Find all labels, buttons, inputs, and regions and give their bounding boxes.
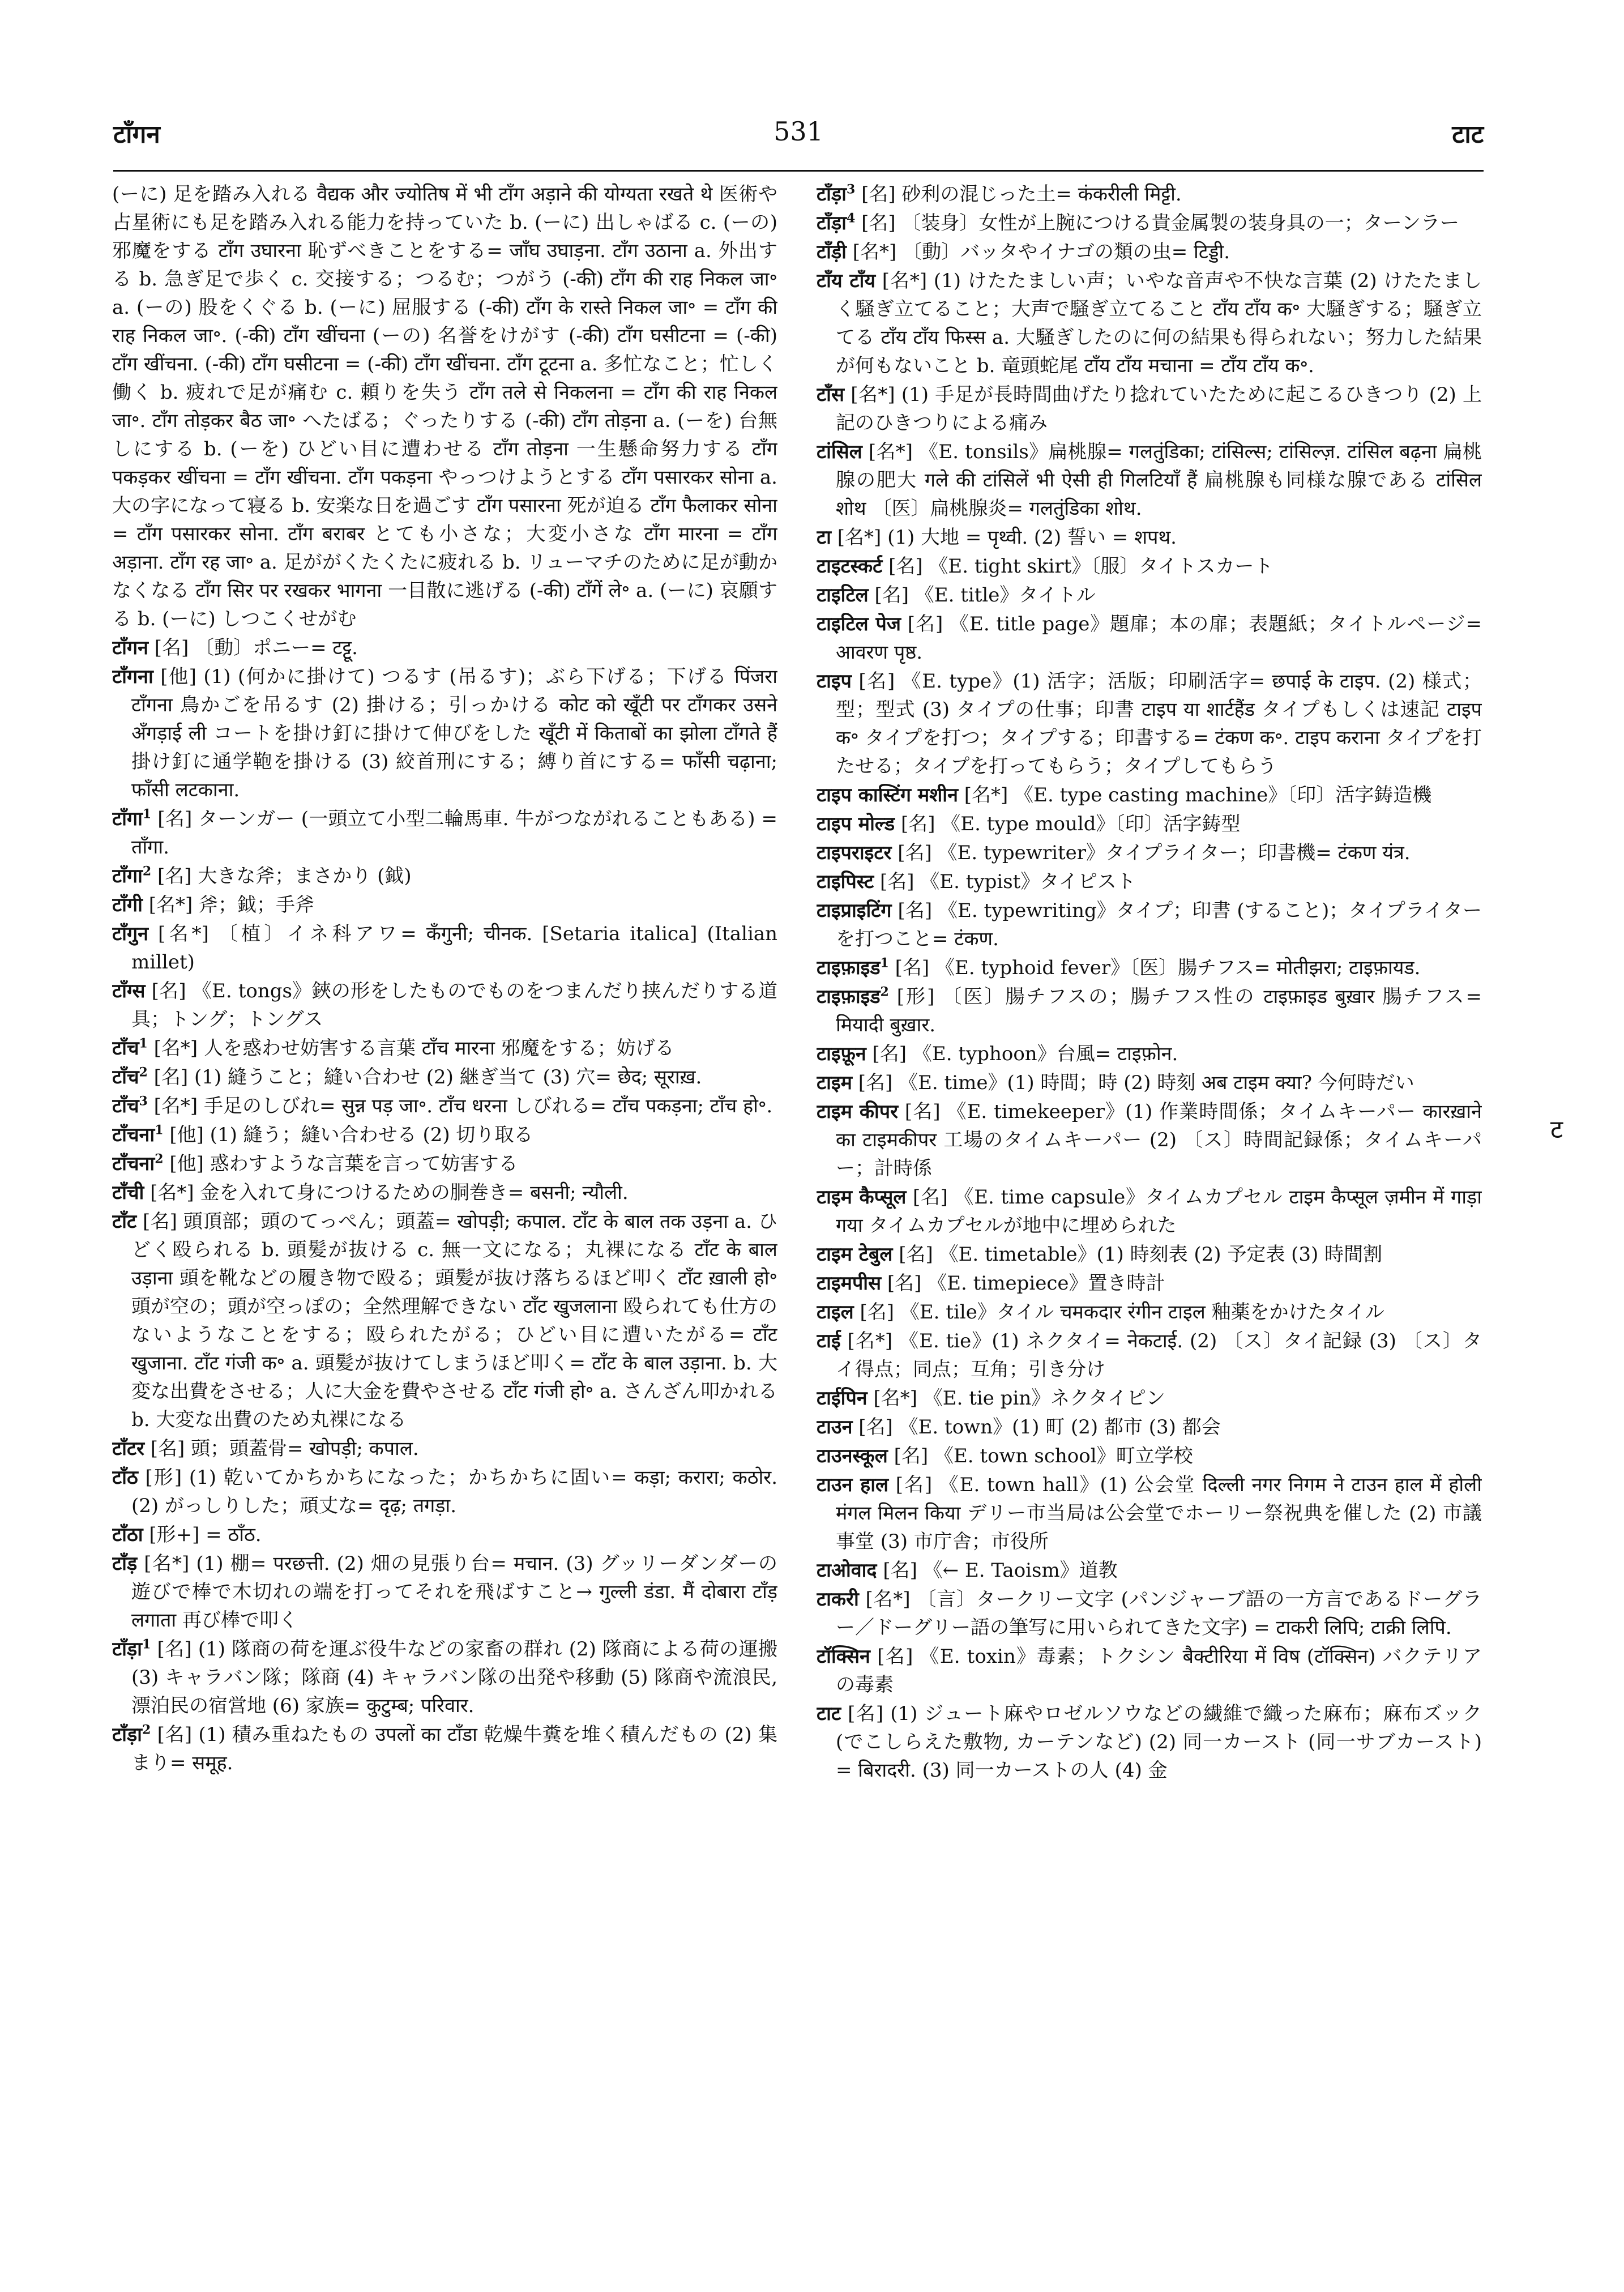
dictionary-entry bbox=[112, 1521, 777, 1549]
entry-definition: [名] ターンガー (一頭立て小型二輪馬車. 牛がつながれることもある) = ताँगा. bbox=[131, 808, 777, 859]
entry-headword: टाइपराइटर bbox=[817, 842, 892, 864]
dictionary-entry bbox=[817, 523, 1482, 552]
dictionary-entry bbox=[817, 1585, 1482, 1642]
entry-headword: टाँगा bbox=[112, 865, 143, 887]
entry-definition: [名] 頭頂部；頭のてっぺん；頭蓋= खोपड़ी; कपाल. टाँट के बाल तक उड़ना a. ひどく殴られる b. 頭髪が抜ける c. 無一文になる；丸裸になる टाँट के बाल उड़ाना 頭を靴などの履き物で殴る；頭髪が抜け落ちるほど叩く टाँट ख़ाली हो॰ 頭が空の；頭が空っぽの；全然理解できない टाँट खुजलाना 殴られても仕方のないようなことをする；殴られたがる；ひどい目に遭いたがる= टाँट खुजाना. टाँट गंजी क॰ a. 頭髪が抜けてしまうほど叩く= टाँट के बाल उड़ाना. b. 大変な出費をさせる；人に大金を費やさせる टाँट गंजी हो॰ a. さんざん叩かれる b. 大変な出費のため丸裸になる bbox=[131, 1210, 777, 1431]
homonym-number: 1 bbox=[155, 1122, 164, 1138]
entry-headword: टाँग्स bbox=[112, 980, 146, 1002]
dictionary-entry bbox=[817, 1442, 1482, 1470]
entry-headword: टाँट bbox=[112, 1210, 137, 1233]
dictionary-entry bbox=[817, 839, 1482, 867]
entry-headword: टाँड़ा bbox=[112, 1723, 142, 1746]
dictionary-entry bbox=[112, 1034, 777, 1062]
entry-headword: टॉक्सिन bbox=[817, 1645, 870, 1668]
entry-headword: टाँठा bbox=[112, 1523, 143, 1546]
entry-definition: [名*] 〔言〕タークリー文字 (パンジャーブ語の一方言であるドーグラー／ドーグリー語の筆写に用いられてきた文字) = टाकरी लिपि; टाक्री लिपि. bbox=[836, 1588, 1482, 1639]
entry-definition: [他] 惑わすような言葉を言って妨害する bbox=[169, 1153, 518, 1175]
header-first-headword: टाँगन bbox=[113, 120, 160, 149]
entry-headword: टाँय टाँय bbox=[817, 270, 876, 292]
entry-definition: [名] 《E. typist》タイピスト bbox=[879, 870, 1136, 893]
entry-definition: [名] 《E. time》(1) 時間；時 (2) 時刻 अब टाइम क्या? 今何時だい bbox=[858, 1072, 1414, 1094]
homonym-number: 1 bbox=[139, 1036, 148, 1051]
entry-headword: टाइटिल bbox=[817, 584, 869, 607]
homonym-number: 2 bbox=[155, 1151, 164, 1167]
dictionary-entry bbox=[817, 781, 1482, 809]
dictionary-entry bbox=[112, 1063, 777, 1091]
entry-definition: [名] 《E. toxin》毒素；トクシン बैक्टीरिया में विष (टॉक्सिन) バクテリアの毒素 bbox=[836, 1645, 1482, 1696]
dictionary-entry bbox=[817, 180, 1482, 208]
entry-definition: [名] 大きな斧；まさかり (鉞) bbox=[157, 865, 412, 887]
entry-headword: टाइम टेबुल bbox=[817, 1243, 893, 1266]
entry-headword: टाँच bbox=[112, 1066, 139, 1089]
entry-headword: टाँची bbox=[112, 1181, 144, 1204]
entry-definition: [名] (1) 縫うこと；縫い合わせ (2) 継ぎ当て (3) 穴= छेद; सूराख़. bbox=[153, 1066, 702, 1089]
entry-headword: टाँस bbox=[817, 383, 844, 406]
entry-headword: टाइल bbox=[817, 1301, 854, 1324]
entry-headword: टा bbox=[817, 526, 831, 549]
entry-definition: [名] 《E. type mould》〔印〕活字鋳型 bbox=[900, 813, 1241, 835]
dictionary-entry bbox=[112, 1635, 777, 1720]
entry-headword: टाँड़ी bbox=[817, 241, 847, 263]
entry-headword: टाई bbox=[817, 1330, 841, 1352]
page-header bbox=[113, 116, 1484, 156]
homonym-number: 2 bbox=[142, 1722, 151, 1738]
entry-definition: [名*] 〔植〕イネ科アワ= कँगुनी; चीनक. [Setaria italica] (Italian millet) bbox=[131, 923, 777, 974]
dictionary-entry bbox=[112, 1092, 777, 1120]
entry-definition: [名] 《E. typhoon》台風= टाइफ़ोन. bbox=[872, 1043, 1178, 1065]
dictionary-entry bbox=[817, 1327, 1482, 1384]
entry-definition: [名*] 《E. tonsils》扁桃腺= गलतुंडिका; टांसिल्स; टांसिल्ज़. टांसिल बढ़ना 扁桃腺の肥大 गले की टांसिलें भी ऐसी ही गिलटियाँ हैं 扁桃腺も同様な腺である टांसिल शोथ 〔医〕扁桃腺炎= गलतुंडिका शोथ. bbox=[836, 441, 1482, 520]
entry-definition: [名] 《E. timetable》(1) 時刻表 (2) 予定表 (3) 時間割 bbox=[899, 1243, 1383, 1266]
header-last-headword: टाट bbox=[1452, 120, 1484, 149]
dictionary-entry bbox=[112, 1121, 777, 1149]
entry-definition: [名] 《E. time capsule》タイムカプセル टाइम कैप्सूल ज़मीन में गाड़ा गया タイムカプセルが地中に埋められた bbox=[836, 1186, 1482, 1237]
entry-definition: [名] 《E. typewriter》タイプライター；印書機= टंकण यंत्र. bbox=[898, 842, 1411, 864]
dictionary-entry bbox=[817, 209, 1482, 237]
dictionary-entry bbox=[817, 1384, 1482, 1412]
dictionary-entry bbox=[817, 581, 1482, 609]
entry-definition: [名*] 《E. type casting machine》〔印〕活字鋳造機 bbox=[964, 784, 1432, 806]
entry-definition: [名*] 手足のしびれ= सुन्न पड़ जा॰. टाँच धरना しびれる= टाँच पकड़ना; टाँच हो॰. bbox=[153, 1095, 773, 1117]
entry-headword: टाइप bbox=[817, 670, 852, 693]
entry-headword: टाइमपीस bbox=[817, 1272, 882, 1295]
dictionary-entry bbox=[817, 1700, 1482, 1785]
dictionary-entry bbox=[112, 1435, 777, 1463]
header-rule bbox=[113, 170, 1484, 172]
entry-headword: टाइपिस्ट bbox=[817, 870, 874, 893]
entry-definition: [形+] = ठाँठ. bbox=[149, 1523, 262, 1546]
homonym-number: 3 bbox=[846, 182, 856, 197]
entry-definition: [名] 〔装身〕女性が上腕につける貴金属製の装身具の一；ターンラー bbox=[861, 212, 1460, 234]
dictionary-entry bbox=[817, 1183, 1482, 1240]
entry-definition: [名*] 《E. tie pin》ネクタイピン bbox=[873, 1387, 1165, 1410]
entry-definition: [名*] 《E. tie》(1) ネクタイ= नेकटाई. (2) 〔ス〕タイ記録 (3) 〔ス〕タイ得点；同点；互角；引き分け bbox=[836, 1330, 1482, 1381]
entry-definition: [名] 頭；頭蓋骨= खोपड़ी; कपाल. bbox=[150, 1437, 419, 1460]
entry-headword: टाईपिन bbox=[817, 1387, 867, 1410]
dictionary-entry bbox=[817, 238, 1482, 266]
dictionary-entry bbox=[112, 862, 777, 890]
entry-headword: टाइटस्कर्ट bbox=[817, 555, 883, 578]
entry-headword: टाउन हाल bbox=[817, 1474, 889, 1496]
entry-definition: [名] 《E. tile》タイル चमकदार रंगीन टाइल 釉薬をかけたタイル bbox=[860, 1301, 1384, 1324]
entry-headword: टाइप्राइटिंग bbox=[817, 899, 892, 922]
dictionary-entry bbox=[112, 634, 777, 662]
homonym-number: 4 bbox=[846, 211, 856, 226]
thumb-index-letter: ट bbox=[1550, 1115, 1563, 1144]
dictionary-entry bbox=[112, 1179, 777, 1207]
dictionary-entry bbox=[817, 1413, 1482, 1441]
entry-headword: टाँचना bbox=[112, 1124, 155, 1146]
entry-definition: [名] (1) 積み重ねたもの उपलों का टाँडा 乾燥牛糞を堆く積んだもの (2) 集まり= समूह. bbox=[131, 1723, 777, 1774]
homonym-number: 1 bbox=[142, 1637, 151, 1652]
dictionary-entry bbox=[112, 977, 777, 1034]
dictionary-entry bbox=[112, 1463, 777, 1520]
entry-definition: [名*] (1) けたたましい声；いやな音声や不快な言葉 (2) けたたましく騒ぎ立てること；大声で騒ぎ立てること टाँय टाँय क॰ 大騒ぎする；騒ぎ立てる टाँय टाँय फिस्स a. 大騒ぎしたのに何の結果も得られない；努力した結果が何もないこと b. 竜頭蛇尾 टाँय टाँय मचाना = टाँय टाँय क॰. bbox=[836, 270, 1482, 377]
dictionary-entry bbox=[112, 920, 777, 976]
entry-definition: [形] (1) 乾いてかちかちになった；かちかちに固い= कड़ा; करारा; कठोर. (2) がっしりした；頑丈な= दृढ़; तगड़ा. bbox=[131, 1466, 777, 1517]
entry-headword: टाइम bbox=[817, 1072, 852, 1094]
entry-headword: टाइफ़ाइड bbox=[817, 957, 881, 979]
entry-definition: [名] 《E. tight skirt》〔服〕タイトスカート bbox=[888, 555, 1273, 578]
dictionary-entry bbox=[817, 868, 1482, 896]
entry-headword: टाइम कैप्सूल bbox=[817, 1186, 907, 1209]
dictionary-entry bbox=[112, 805, 777, 861]
right-column bbox=[817, 180, 1482, 2242]
entry-definition: [名] 《E. timekeeper》(1) 作業時間係；タイムキーパー कारख़ाने का टाइमकीपर 工場のタイムキーパー (2) 〔ス〕時間記録係；タイムキーパー；計時係 bbox=[836, 1100, 1482, 1180]
dictionary-entry bbox=[817, 610, 1482, 667]
left-column bbox=[112, 180, 777, 2242]
dictionary-entry bbox=[112, 1550, 777, 1634]
entry-headword: टाँगी bbox=[112, 894, 143, 916]
entry-definition: [名] 《E. typewriting》タイプ；印書 (すること)；タイプライターを打つこと= टंकण. bbox=[836, 899, 1482, 950]
dictionary-entry bbox=[817, 438, 1482, 523]
homonym-number: 2 bbox=[139, 1065, 148, 1080]
dictionary-entry bbox=[817, 1556, 1482, 1585]
dictionary-entry bbox=[817, 983, 1482, 1039]
entry-headword: टाओवाद bbox=[817, 1559, 877, 1582]
entry-definition: [名*] (1) 棚= परछत्ती. (2) 畑の見張り台= मचान. (3) グッリーダンダーの遊びで棒で木切れの端を打ってそれを飛ばすこと→ गुल्ली डंडा. मैं दोबारा टाँड़ लगाता 再び棒で叩く bbox=[131, 1552, 777, 1632]
entry-headword: टाँड़ा bbox=[817, 183, 847, 206]
entry-definition: [名*] 金を入れて身につけるための胴巻き= बसनी; न्यौली. bbox=[150, 1181, 629, 1204]
dictionary-entry bbox=[817, 897, 1482, 953]
entry-headword: टाँगना bbox=[112, 665, 153, 688]
entry-definition: [名] 《E. type》(1) 活字；活版；印刷活字= छपाई के टाइप. (2) 様式；型；型式 (3) タイプの仕事；印書 टाइप या शार्टहैंड タイプもしくは速記 टाइप क॰ タイプを打つ；タイプする；印書する= टंकण क॰. टाइप कराना タイプを打たせる；タイプを打ってもらう；タイプしてもらう bbox=[836, 670, 1482, 778]
entry-headword: टांसिल bbox=[817, 441, 862, 463]
entry-headword: टाँड़ bbox=[112, 1552, 138, 1575]
dictionary-entry bbox=[817, 954, 1482, 982]
homonym-number: 3 bbox=[139, 1094, 148, 1109]
dictionary-entry bbox=[112, 1207, 777, 1434]
dictionary-entry bbox=[112, 180, 777, 633]
dictionary-entry bbox=[817, 1240, 1482, 1269]
entry-definition: [名] 《E. typhoid fever》〔医〕腸チフス= मोतीझरा; टाइफ़ायड. bbox=[895, 957, 1421, 979]
entry-headword: टाइफ़ाइड bbox=[817, 985, 881, 1008]
dictionary-entry bbox=[817, 1298, 1482, 1326]
dictionary-entry bbox=[817, 552, 1482, 581]
entry-definition: (ーに) 足を踏み入れる वैद्यक और ज्योतिष में भी टाँग अड़ाने की योग्यता रखते थे 医術や占星術にも足を踏み入れる能力を持っていた b. (ーに) 出しゃばる c. (ーの) 邪魔をする टाँग उघारना 恥ずべきことをする= जाँघ उघाड़ना. टाँग उठाना a. 外出する b. 急ぎ足で歩く c. 交接する；つるむ；つがう (-की) टाँग की राह निकल जा॰ a. (ーの) 股をくぐる b. (ーに) 屈服する (-की) टाँग के रास्ते निकल जा॰ = टाँग की राह निकल जा॰. (-की) टाँग खींचना (ーの) 名誉をけがす (-की) टाँग घसीटना = (-की) टाँग खींचना. (-की) टाँग घसीटना = (-की) टाँग खींचना. टाँग टूटना a. 多忙なこと；忙しく働く b. 疲れで足が痛む c. 頼りを失う टाँग तले से निकलना = टाँग की राह निकल जा॰. टाँग तोड़कर बैठ जा॰ へたばる；ぐったりする (-की) टाँग तोड़ना a. (ーを) 台無しにする b. (ーを) ひどい目に遭わせる टाँग तोड़ना 一生懸命努力する टाँग पकड़कर खींचना = टाँग खींचना. टाँग पकड़ना やっつけようとする टाँग पसारकर सोना a. 大の字になって寝る b. 安楽な日を過ごす टाँग पसारना 死が迫る टाँग फैलाकर सोना = टाँग पसारकर सोना. टाँग बराबर とても小さな；大変小さな टाँग मारना = टाँग अड़ाना. टाँग रह जा॰ a. 足ががくたくたに疲れる b. リューマチのために足が動かなくなる टाँग सिर पर रखकर भागना 一目散に逃げる (-की) टाँगें ले॰ a. (ーに) 哀願する b. (ーに) しつこくせがむ bbox=[112, 183, 777, 630]
entry-definition: [名*] 斧；鉞；手斧 bbox=[148, 894, 315, 916]
entry-headword: टाकरी bbox=[817, 1588, 859, 1611]
dictionary-entry bbox=[817, 810, 1482, 838]
entry-definition: [名] 《E. timepiece》置き時計 bbox=[887, 1272, 1165, 1295]
entry-definition: [名] (1) ジュート麻やロゼルソウなどの繊維で織った麻布；麻布ズック (でこしらえた敷物, カーテンなど) (2) 同一カースト (同一サブカースト) = बिरादरी. (3) 同一カーストの人 (4) 金 bbox=[836, 1702, 1482, 1782]
entry-headword: टाँगन bbox=[112, 637, 148, 659]
entry-definition: [名*] 人を惑わせ妨害する言葉 टाँच मारना 邪魔をする；妨げる bbox=[153, 1037, 674, 1060]
entry-definition: [名*] (1) 大地 = पृथ्वी. (2) 誓い = शपथ. bbox=[837, 526, 1177, 549]
homonym-number: 1 bbox=[142, 806, 152, 822]
entry-headword: टाइटिल पेज bbox=[817, 613, 901, 635]
entry-definition: [名] 《E. town school》町立学校 bbox=[894, 1445, 1193, 1467]
entry-headword: टाइफ़ून bbox=[817, 1043, 866, 1065]
page-number: 531 bbox=[773, 116, 823, 147]
entry-definition: [名] (1) 隊商の荷を運ぶ役牛などの家畜の群れ (2) 隊商による荷の運搬 (3) キャラバン隊；隊商 (4) キャラバン隊の出発や移動 (5) 隊商や流浪民, 漂泊民の宿営地 (6) 家族= कुटुम्ब; परिवार. bbox=[131, 1638, 777, 1717]
dictionary-entry bbox=[817, 1471, 1482, 1556]
entry-definition: [名] 《← E. Taoism》道教 bbox=[883, 1559, 1118, 1582]
dictionary-entry bbox=[817, 1098, 1482, 1183]
dictionary-entry bbox=[817, 267, 1482, 380]
dictionary-entry bbox=[817, 667, 1482, 780]
entry-headword: टाँटर bbox=[112, 1437, 144, 1460]
entry-definition: [名] 砂利の混じった土= कंकरीली मिट्टी. bbox=[861, 183, 1182, 206]
dictionary-entry bbox=[112, 663, 777, 804]
dictionary-entry bbox=[112, 1150, 777, 1178]
entry-headword: टाउनस्कूल bbox=[817, 1445, 888, 1467]
dictionary-entry bbox=[817, 1069, 1482, 1097]
entry-headword: टाँचना bbox=[112, 1153, 155, 1175]
entry-headword: टाट bbox=[817, 1702, 841, 1725]
entry-headword: टाँगा bbox=[112, 808, 143, 830]
entry-definition: [他] (1) 縫う；縫い合わせる (2) 切り取る bbox=[169, 1124, 533, 1146]
dictionary-entry bbox=[817, 1642, 1482, 1699]
entry-headword: टाँच bbox=[112, 1037, 139, 1060]
dictionary-entry bbox=[112, 1721, 777, 1777]
entry-headword: टाँड़ा bbox=[817, 212, 847, 234]
entry-definition: [名] 〔動〕ポニー= टट्टू. bbox=[154, 637, 358, 659]
entry-definition: [他] (1) (何かに掛けて) つるす (吊るす)；ぶら下げる；下げる पिंजरा टाँगना 鳥かごを吊るす (2) 掛ける；引っかける कोट को खूँटी पर टाँगकर उसने अँगड़ाई ली コートを掛け釘に掛けて伸びをした खूँटी में किताबों का झोला टाँगते हैं 掛け釘に通学鞄を掛ける (3) 絞首刑にする；縛り首にする= फाँसी चढ़ाना; फाँसी लटकाना. bbox=[131, 665, 777, 801]
dictionary-entry bbox=[817, 381, 1482, 437]
dictionary-entry bbox=[817, 1269, 1482, 1297]
entry-definition: [名*] 〔動〕バッタやイナゴの類の虫= टिड्डी. bbox=[852, 241, 1230, 263]
entry-definition: [名] 《E. tongs》鋏の形をしたものでものをつまんだり挟んだりする道具；トング；トングス bbox=[131, 980, 777, 1031]
entry-headword: टाँच bbox=[112, 1095, 139, 1117]
entry-definition: [形] 〔医〕腸チフスの；腸チフス性の टाइफ़ाइड बुख़ार 腸チフス= मियादी बुख़ार. bbox=[836, 985, 1482, 1036]
entry-headword: टाँगुन bbox=[112, 923, 148, 945]
entry-definition: [名] 《E. town》(1) 町 (2) 都市 (3) 都会 bbox=[858, 1416, 1221, 1439]
entry-headword: टाउन bbox=[817, 1416, 853, 1439]
entry-headword: टाइप कास्टिंग मशीन bbox=[817, 784, 958, 806]
entry-definition: [名] 《E. title》タイトル bbox=[874, 584, 1096, 607]
entry-headword: टाइप मोल्ड bbox=[817, 813, 895, 835]
homonym-number: 1 bbox=[880, 955, 889, 971]
entry-headword: टाँठ bbox=[112, 1466, 138, 1489]
entry-definition: [名] 《E. town hall》(1) 公会堂 दिल्ली नगर निगम ने टाउन हाल में होली मंगल मिलन किया デリー市当局は公会堂でホーリー祭祝典を催した (2) 市議事堂 (3) 市庁舎；市役所 bbox=[836, 1474, 1482, 1553]
homonym-number: 2 bbox=[880, 984, 889, 1000]
entry-headword: टाइम कीपर bbox=[817, 1100, 899, 1123]
homonym-number: 2 bbox=[142, 864, 152, 879]
dictionary-entry bbox=[817, 1040, 1482, 1068]
entry-definition: [名*] (1) 手足が長時間曲げたり捻れていたために起こるひきつり (2) 上記のひきつりによる痛み bbox=[836, 383, 1482, 434]
entry-headword: टाँड़ा bbox=[112, 1638, 142, 1661]
entry-definition: [名] 《E. title page》題扉；本の扉；表題紙；タイトルページ= आवरण पृष्ठ. bbox=[836, 613, 1482, 664]
dictionary-entry bbox=[112, 891, 777, 919]
